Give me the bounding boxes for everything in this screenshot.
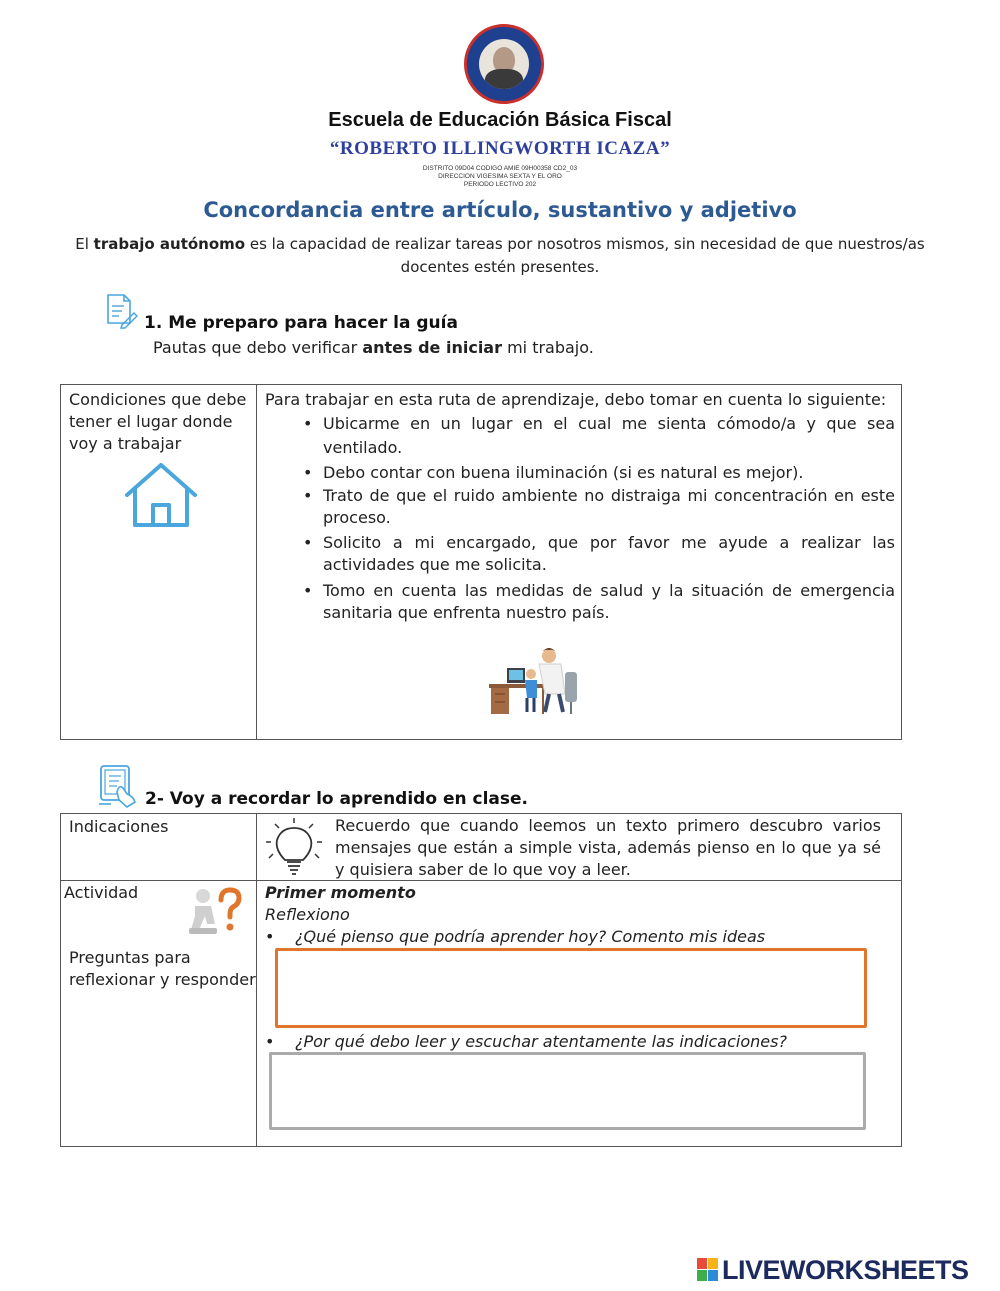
school-name: “ROBERTO ILLINGWORTH ICAZA”: [329, 138, 671, 159]
list-item: • Solicito a mi encargado, que por favor me ayude a realizar las actividades que me solicita.: [265, 532, 895, 576]
period-line: PERIODO LECTIVO 202: [463, 181, 537, 188]
intro-post: es la capacidad de realizar tareas por nosotros mismos, sin necesidad de que nuestros/as docentes estén presentes.: [245, 235, 925, 276]
indications-label-cell: [61, 814, 257, 881]
tablet-touch-icon: [97, 764, 139, 808]
sub-bold: antes de iniciar: [362, 338, 502, 357]
question-2: • ¿Por qué debo leer y escuchar atentamente las indicaciones?: [265, 1032, 787, 1051]
list-item: • Debo contar con buena iluminación (si es natural es mejor).: [265, 462, 895, 484]
list-item: • Tomo en cuenta las medidas de salud y la situación de emergencia sanitaria que enfrenta nuestro país.: [265, 580, 895, 624]
section1-subheading: [153, 338, 594, 357]
sub-pre: Pautas que debo verificar: [153, 338, 363, 357]
person-question-icon: [189, 886, 243, 936]
school-type: Escuela de Educación Básica Fiscal: [328, 109, 672, 131]
question-1: • ¿Qué pienso que podría aprender hoy? Comento mis ideas: [265, 927, 766, 946]
indications-label: Indicaciones: [69, 817, 169, 836]
conditions-content-cell: [257, 385, 902, 740]
school-logo: [464, 24, 544, 104]
district-line: DISTRITO 09D04 CODIGO AMIE 09H00358 CD2_03: [422, 165, 578, 172]
question-2-text: ¿Por qué debo leer y escuchar atentamente las indicaciones?: [295, 1032, 787, 1051]
intro-paragraph: [60, 233, 940, 279]
conditions-label-cell: [61, 385, 257, 740]
parent-helping-child-illustration: [487, 644, 583, 716]
conditions-table: [60, 384, 902, 740]
conditions-label: Condiciones que debe tener el lugar donde voy a trabajar: [69, 390, 247, 453]
answer-box-2[interactable]: [269, 1052, 866, 1130]
intro-bold: trabajo autónomo: [93, 235, 246, 253]
liveworksheets-logo-icon: [697, 1258, 719, 1282]
reflect-label: Reflexiono: [265, 905, 350, 924]
activity-label-cell: [61, 881, 257, 1147]
conditions-list: [265, 412, 895, 624]
house-icon: [123, 461, 199, 529]
answer-box-1[interactable]: [275, 948, 867, 1028]
liveworksheets-brand: LIVEWORKSHEETS: [722, 1255, 969, 1285]
document-edit-icon: [104, 293, 138, 329]
lightbulb-icon: [263, 816, 325, 878]
intro-pre: El: [75, 235, 94, 253]
question-1-text: ¿Qué pienso que podría aprender hoy? Comento mis ideas: [295, 927, 766, 946]
activity-label: Actividad: [64, 883, 139, 902]
section1-heading: 1. Me preparo para hacer la guía: [144, 313, 458, 333]
logo-portrait: [479, 39, 529, 89]
list-item: • Ubicarme en un lugar en el cual me sienta cómodo/a y que sea ventilado.: [265, 412, 895, 460]
questions-label: Preguntas para reflexionar y responder: [69, 948, 256, 989]
moment-title: Primer momento: [265, 883, 416, 902]
section2-heading: 2- Voy a recordar lo aprendido en clase.: [145, 789, 528, 809]
conditions-intro: Para trabajar en esta ruta de aprendizaje, debo tomar en cuenta lo siguiente:: [265, 390, 887, 409]
indications-content-cell: [257, 814, 902, 881]
indications-text: Recuerdo que cuando leemos un texto primero descubro varios mensajes que están a simple vista, además pienso en lo que ya sé y quisiera saber de lo que voy a leer.: [335, 816, 881, 879]
sub-post: mi trabajo.: [501, 338, 594, 357]
direction-line: DIRECCION VIGESIMA SEXTA Y EL ORO: [438, 173, 562, 180]
list-item: • Trato de que el ruido ambiente no distraiga mi concentración en este proceso.: [265, 485, 895, 529]
page-title: Concordancia entre artículo, sustantivo y adjetivo: [203, 198, 797, 222]
